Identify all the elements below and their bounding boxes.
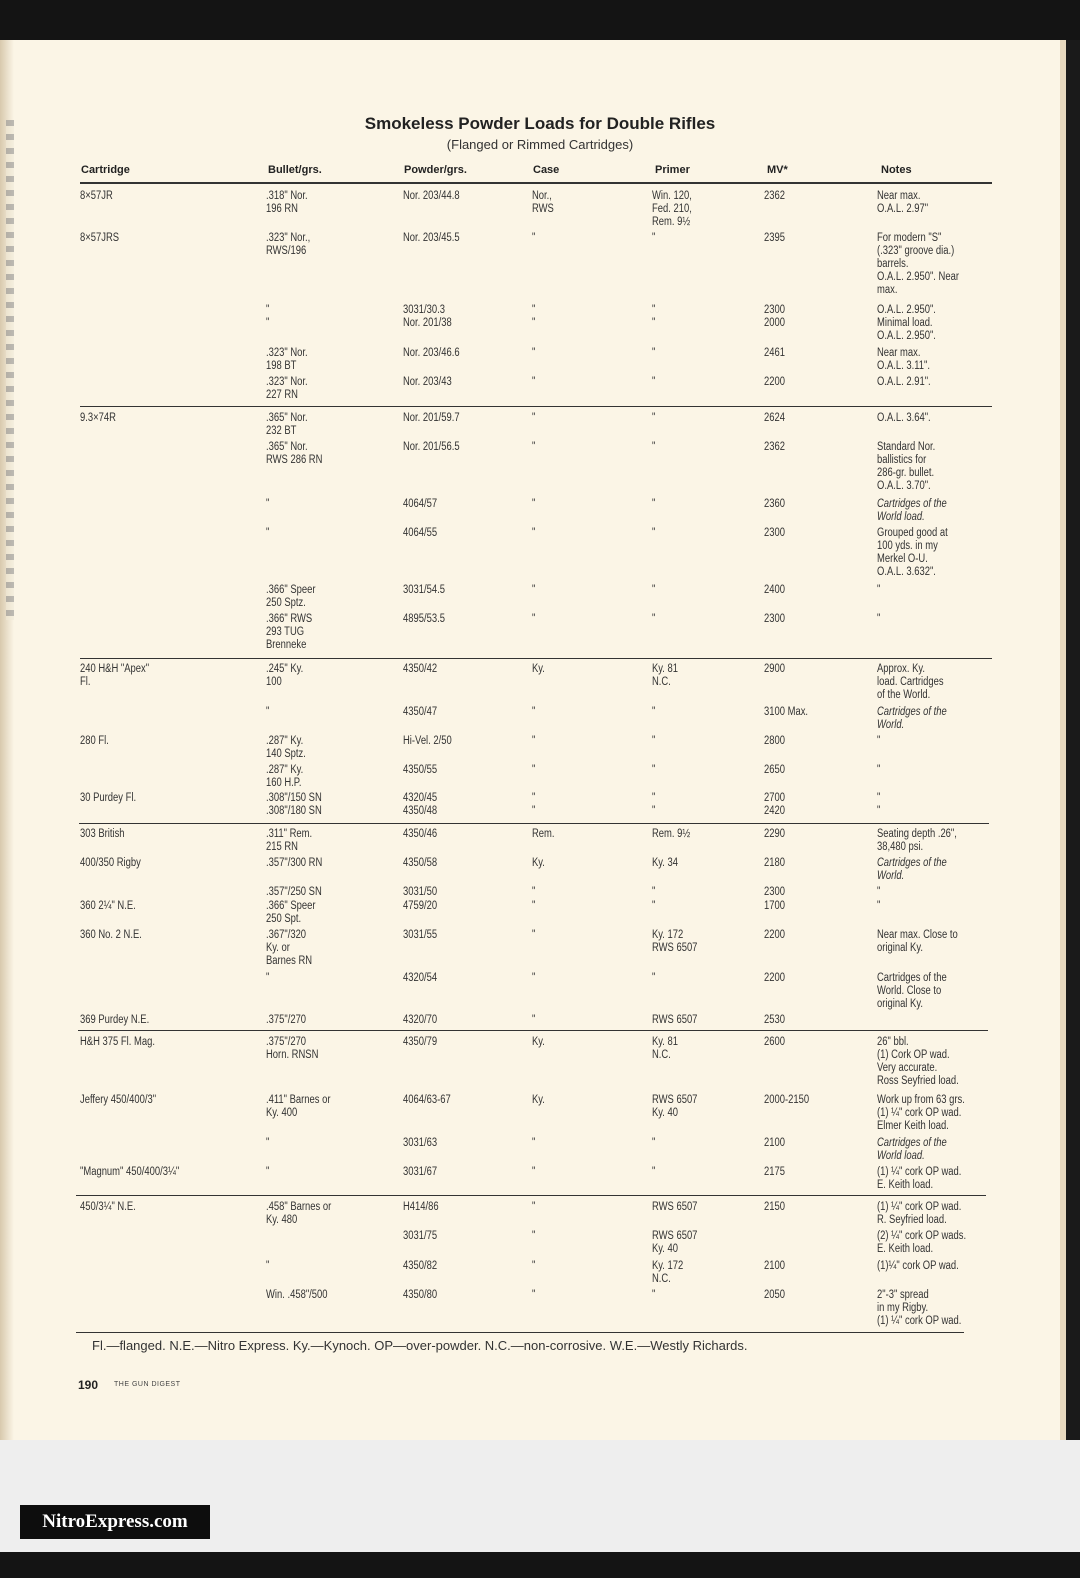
footer-rule (76, 1332, 964, 1333)
case-cell: " (532, 706, 536, 718)
powder-cell: 4064/63-67 (403, 1094, 451, 1106)
bullet-cell: .367"/320 Ky. or Barnes RN (266, 929, 313, 967)
notes-cell: (2) ¼" cork OP wads. E. Keith load. (877, 1230, 967, 1255)
powder-cell: Nor. 203/43 (403, 376, 452, 388)
velocity-cell: 2200 (764, 972, 785, 984)
cartridge-cell: H&H 375 Fl. Mag. (80, 1036, 155, 1048)
powder-cell: 3031/67 (403, 1166, 438, 1178)
case-cell: " (532, 1014, 536, 1026)
header-case: Case (533, 164, 560, 176)
section-rule (78, 1030, 988, 1031)
primer-cell: " (652, 584, 656, 596)
velocity-cell: 2900 (764, 663, 785, 675)
notes-cell: For modern "S" (.323" groove dia.) barrels. O.A.L. 2.950". Near max. (877, 232, 959, 296)
powder-cell: 4320/70 (403, 1014, 438, 1026)
cartridge-cell: 9.3×74R (80, 412, 116, 424)
primer-cell: " (652, 706, 656, 718)
primer-cell: RWS 6507 Ky. 40 (652, 1094, 698, 1119)
bullet-cell: .323" Nor. 198 BT (266, 347, 308, 372)
case-cell: " (532, 972, 536, 984)
velocity-cell: 2180 (764, 857, 785, 869)
velocity-cell: 2360 (764, 498, 785, 510)
page-number: 190 (78, 1378, 99, 1392)
powder-cell: Hi-Vel. 2/50 (403, 735, 452, 747)
case-cell: " (532, 1201, 536, 1213)
notes-cell: 2"-3" spread in my Rigby. (1) ¼" cork OP wad. (877, 1289, 962, 1327)
powder-cell: 4064/55 (403, 527, 438, 539)
bullet-cell: " (266, 498, 270, 510)
bullet-cell: .287" Ky. 140 Sptz. (266, 735, 306, 760)
velocity-cell: 2200 (764, 929, 785, 941)
velocity-cell: 2461 (764, 347, 785, 359)
header-rule (80, 182, 992, 184)
case-cell: " (532, 1137, 536, 1149)
bullet-cell: " " (266, 304, 270, 329)
case-cell: " (532, 232, 536, 244)
cartridge-cell: 360 2¼" N.E. (80, 900, 136, 912)
case-cell: " (532, 886, 536, 898)
powder-cell: 3031/54.5 (403, 584, 445, 596)
notes-cell: Cartridges of the World load. (877, 1137, 947, 1162)
cartridge-cell: Jeffery 450/400/3" (80, 1094, 157, 1106)
notes-cell: " (877, 764, 881, 776)
bullet-cell: .366" Speer 250 Sptz. (266, 584, 316, 609)
cartridge-cell: 450/3¼" N.E. (80, 1201, 136, 1213)
case-cell: Ky. (532, 1094, 545, 1106)
primer-cell: Win. 120, Fed. 210, Rem. 9½ (652, 190, 692, 228)
velocity-cell: 2300 (764, 527, 785, 539)
velocity-cell: 2100 (764, 1137, 785, 1149)
case-cell: " " (532, 304, 536, 329)
section-rule (76, 1195, 986, 1196)
powder-cell: 4350/58 (403, 857, 438, 869)
velocity-cell: 2290 (764, 828, 785, 840)
primer-cell: " (652, 232, 656, 244)
case-cell: " (532, 527, 536, 539)
case-cell: Nor., RWS (532, 190, 554, 215)
notes-cell: Seating depth .26", 38,480 psi. (877, 828, 957, 853)
bullet-cell: .366" Speer 250 Spt. (266, 900, 316, 925)
bullet-cell: .375"/270 Horn. RNSN (266, 1036, 319, 1061)
notes-cell: O.A.L. 2.91". (877, 376, 931, 388)
notes-cell: Cartridges of the World. Close to original Ky. (877, 972, 947, 1010)
bullet-cell: .323" Nor. 227 RN (266, 376, 308, 401)
velocity-cell: 2800 (764, 735, 785, 747)
bullet-cell: .365" Nor. RWS 286 RN (266, 441, 323, 466)
bullet-cell: .287" Ky. 160 H.P. (266, 764, 304, 789)
notes-cell: Approx. Ky. load. Cartridges of the World. (877, 663, 944, 701)
publication-name: THE GUN DIGEST (114, 1381, 181, 1388)
notes-cell: " (877, 735, 881, 747)
case-cell: " (532, 1289, 536, 1301)
primer-cell: Ky. 34 (652, 857, 679, 869)
bullet-cell: .411" Barnes or Ky. 400 (266, 1094, 331, 1119)
header-powder: Powder/grs. (404, 164, 467, 176)
velocity-cell: 2050 (764, 1289, 785, 1301)
powder-cell: 4350/80 (403, 1289, 438, 1301)
case-cell: " (532, 1230, 536, 1242)
primer-cell: Ky. 172 N.C. (652, 1260, 684, 1285)
cartridge-cell: 30 Purdey Fl. (80, 792, 137, 804)
notes-cell: O.A.L. 2.950". Minimal load. O.A.L. 2.950". (877, 304, 936, 342)
powder-cell: 4064/57 (403, 498, 438, 510)
bullet-cell: " (266, 972, 270, 984)
notes-cell: Cartridges of the World. (877, 857, 947, 882)
case-cell: " (532, 764, 536, 776)
powder-cell: Nor. 203/45.5 (403, 232, 460, 244)
bullet-cell: .357"/300 RN (266, 857, 323, 869)
bullet-cell: " (266, 527, 270, 539)
case-cell: " (532, 498, 536, 510)
primer-cell: " " (652, 792, 656, 817)
primer-cell: " (652, 735, 656, 747)
powder-cell: Nor. 201/56.5 (403, 441, 460, 453)
bullet-cell: .357"/250 SN (266, 886, 322, 898)
primer-cell: " (652, 1137, 656, 1149)
powder-cell: 4895/53.5 (403, 613, 445, 625)
velocity-cell: 2300 (764, 886, 785, 898)
case-cell: " (532, 412, 536, 424)
case-cell: Ky. (532, 857, 545, 869)
velocity-cell: 2300 (764, 613, 785, 625)
section-rule (80, 658, 992, 659)
velocity-cell: 3100 Max. (764, 706, 809, 718)
case-cell: " (532, 347, 536, 359)
case-cell: " (532, 1166, 536, 1178)
primer-cell: Ky. 172 RWS 6507 (652, 929, 698, 954)
bullet-cell: Win. .458"/500 (266, 1289, 328, 1301)
primer-cell: " (652, 1289, 656, 1301)
notes-cell: " (877, 584, 881, 596)
case-cell: " (532, 376, 536, 388)
powder-cell: Nor. 203/46.6 (403, 347, 460, 359)
section-rule (80, 406, 992, 407)
primer-cell: " (652, 613, 656, 625)
cartridge-cell: "Magnum" 450/400/3¼" (80, 1166, 180, 1178)
bullet-cell: .365" Nor. 232 BT (266, 412, 308, 437)
bullet-cell: .366" RWS 293 TUG Brenneke (266, 613, 313, 651)
notes-cell: " (877, 886, 881, 898)
primer-cell: " (652, 527, 656, 539)
notes-cell: (1) ¼" cork OP wad. R. Seyfried load. (877, 1201, 962, 1226)
top-black-bar (0, 0, 1080, 40)
powder-cell: 4350/46 (403, 828, 438, 840)
cartridge-cell: 8×57JRS (80, 232, 120, 244)
primer-cell: " (652, 1166, 656, 1178)
header-mv: MV* (767, 164, 788, 176)
header-cartridge: Cartridge (81, 164, 130, 176)
table-subtitle: (Flanged or Rimmed Cartridges) (446, 137, 634, 152)
powder-cell: 4350/79 (403, 1036, 438, 1048)
cartridge-cell: 303 British (80, 828, 125, 840)
bullet-cell: " (266, 1260, 270, 1272)
powder-cell: Nor. 201/59.7 (403, 412, 460, 424)
powder-cell: 4320/54 (403, 972, 438, 984)
notes-cell: (1) ¼" cork OP wad. E. Keith load. (877, 1166, 962, 1191)
case-cell: " (532, 441, 536, 453)
bullet-cell: .318" Nor. 196 RN (266, 190, 308, 215)
primer-cell: " (652, 347, 656, 359)
primer-cell: " (652, 764, 656, 776)
velocity-cell: 2700 2420 (764, 792, 785, 817)
primer-cell: " (652, 498, 656, 510)
velocity-cell: 2362 (764, 441, 785, 453)
velocity-cell: 2200 (764, 376, 785, 388)
primer-cell: " (652, 441, 656, 453)
velocity-cell: 2362 (764, 190, 785, 202)
powder-cell: 4350/47 (403, 706, 438, 718)
primer-cell: " (652, 900, 656, 912)
notes-cell: 26" bbl. (1) Cork OP wad. Very accurate. Ross Seyfried load. (877, 1036, 959, 1087)
case-cell: " (532, 1260, 536, 1272)
velocity-cell: 2600 (764, 1036, 785, 1048)
bullet-cell: .323" Nor., RWS/196 (266, 232, 311, 257)
notes-cell: Near max. O.A.L. 3.11". (877, 347, 930, 372)
primer-cell: Ky. 81 N.C. (652, 663, 679, 688)
notes-cell: (1)¼" cork OP wad. (877, 1260, 959, 1272)
velocity-cell: 2530 (764, 1014, 785, 1026)
notes-cell: " (877, 900, 881, 912)
notes-cell: O.A.L. 3.64". (877, 412, 931, 424)
section-rule (79, 823, 989, 824)
cartridge-cell: 360 No. 2 N.E. (80, 929, 142, 941)
primer-cell: " (652, 376, 656, 388)
notes-cell: Cartridges of the World. (877, 706, 947, 731)
cartridge-cell: 240 H&H "Apex" Fl. (80, 663, 150, 688)
powder-cell: 3031/55 (403, 929, 438, 941)
bullet-cell: .458" Barnes or Ky. 480 (266, 1201, 332, 1226)
primer-cell: RWS 6507 Ky. 40 (652, 1230, 698, 1255)
velocity-cell: 2175 (764, 1166, 785, 1178)
cartridge-cell: 280 Fl. (80, 735, 109, 747)
footnote: Fl.—flanged. N.E.—Nitro Express. Ky.—Kynoch. OP—over-powder. N.C.—non-corrosive. W.E.—Westly Richards. (92, 1338, 748, 1353)
powder-cell: 4350/42 (403, 663, 438, 675)
watermark-badge: NitroExpress.com (20, 1505, 210, 1539)
notes-cell: Cartridges of the World load. (877, 498, 947, 523)
case-cell: " (532, 584, 536, 596)
case-cell: Ky. (532, 1036, 545, 1048)
cartridge-cell: 8×57JR (80, 190, 113, 202)
primer-cell: RWS 6507 (652, 1201, 698, 1213)
bullet-cell: .245" Ky. 100 (266, 663, 304, 688)
primer-cell: " (652, 972, 656, 984)
powder-cell: H414/86 (403, 1201, 439, 1213)
velocity-cell: 2300 2000 (764, 304, 785, 329)
case-cell: " (532, 613, 536, 625)
primer-cell: RWS 6507 (652, 1014, 698, 1026)
case-cell: Rem. (532, 828, 555, 840)
table-title: Smokeless Powder Loads for Double Rifles (364, 114, 716, 133)
bullet-cell: " (266, 706, 270, 718)
powder-cell: 4350/55 (403, 764, 438, 776)
powder-cell: 3031/75 (403, 1230, 438, 1242)
primer-cell: " " (652, 304, 656, 329)
cartridge-cell: 369 Purdey N.E. (80, 1014, 150, 1026)
velocity-cell: 2000-2150 (764, 1094, 810, 1106)
notes-cell: Near max. O.A.L. 2.97" (877, 190, 929, 215)
powder-cell: 3031/30.3 Nor. 201/38 (403, 304, 452, 329)
header-bullet: Bullet/grs. (268, 164, 322, 176)
velocity-cell: 2150 (764, 1201, 785, 1213)
case-cell: Ky. (532, 663, 545, 675)
powder-cell: Nor. 203/44.8 (403, 190, 460, 202)
powder-cell: 4759/20 (403, 900, 438, 912)
header-primer: Primer (655, 164, 690, 176)
bullet-cell: " (266, 1166, 270, 1178)
bullet-cell: .375"/270 (266, 1014, 307, 1026)
velocity-cell: 2650 (764, 764, 785, 776)
case-cell: " (532, 735, 536, 747)
velocity-cell: 2624 (764, 412, 785, 424)
powder-cell: 3031/63 (403, 1137, 438, 1149)
notes-cell: Grouped good at 100 yds. in my Merkel O-U. O.A.L. 3.632". (877, 527, 948, 578)
bullet-cell: .308"/150 SN .308"/180 SN (266, 792, 322, 817)
notes-cell: Near max. Close to original Ky. (877, 929, 958, 954)
powder-cell: 4320/45 4350/48 (403, 792, 438, 817)
cartridge-cell: 400/350 Rigby (80, 857, 141, 869)
velocity-cell: 2395 (764, 232, 785, 244)
powder-cell: 4350/82 (403, 1260, 438, 1272)
primer-cell: Rem. 9½ (652, 828, 691, 840)
primer-cell: " (652, 886, 656, 898)
powder-cell: 3031/50 (403, 886, 438, 898)
velocity-cell: 1700 (764, 900, 785, 912)
notes-cell: Work up from 63 grs. (1) ¼" cork OP wad. Elmer Keith load. (877, 1094, 965, 1132)
velocity-cell: 2100 (764, 1260, 785, 1272)
case-cell: " (532, 900, 536, 912)
bullet-cell: " (266, 1137, 270, 1149)
header-notes: Notes (881, 164, 912, 176)
velocity-cell: 2400 (764, 584, 785, 596)
notes-cell: Standard Nor. ballistics for 286-gr. bullet. O.A.L. 3.70". (877, 441, 936, 492)
case-cell: " (532, 929, 536, 941)
case-cell: " " (532, 792, 536, 817)
book-binding-edge (6, 120, 14, 620)
primer-cell: Ky. 81 N.C. (652, 1036, 679, 1061)
notes-cell: " (877, 613, 881, 625)
bottom-black-bar (0, 1552, 1080, 1578)
primer-cell: " (652, 412, 656, 424)
notes-cell: " " (877, 792, 881, 817)
bullet-cell: .311" Rem. 215 RN (266, 828, 313, 853)
